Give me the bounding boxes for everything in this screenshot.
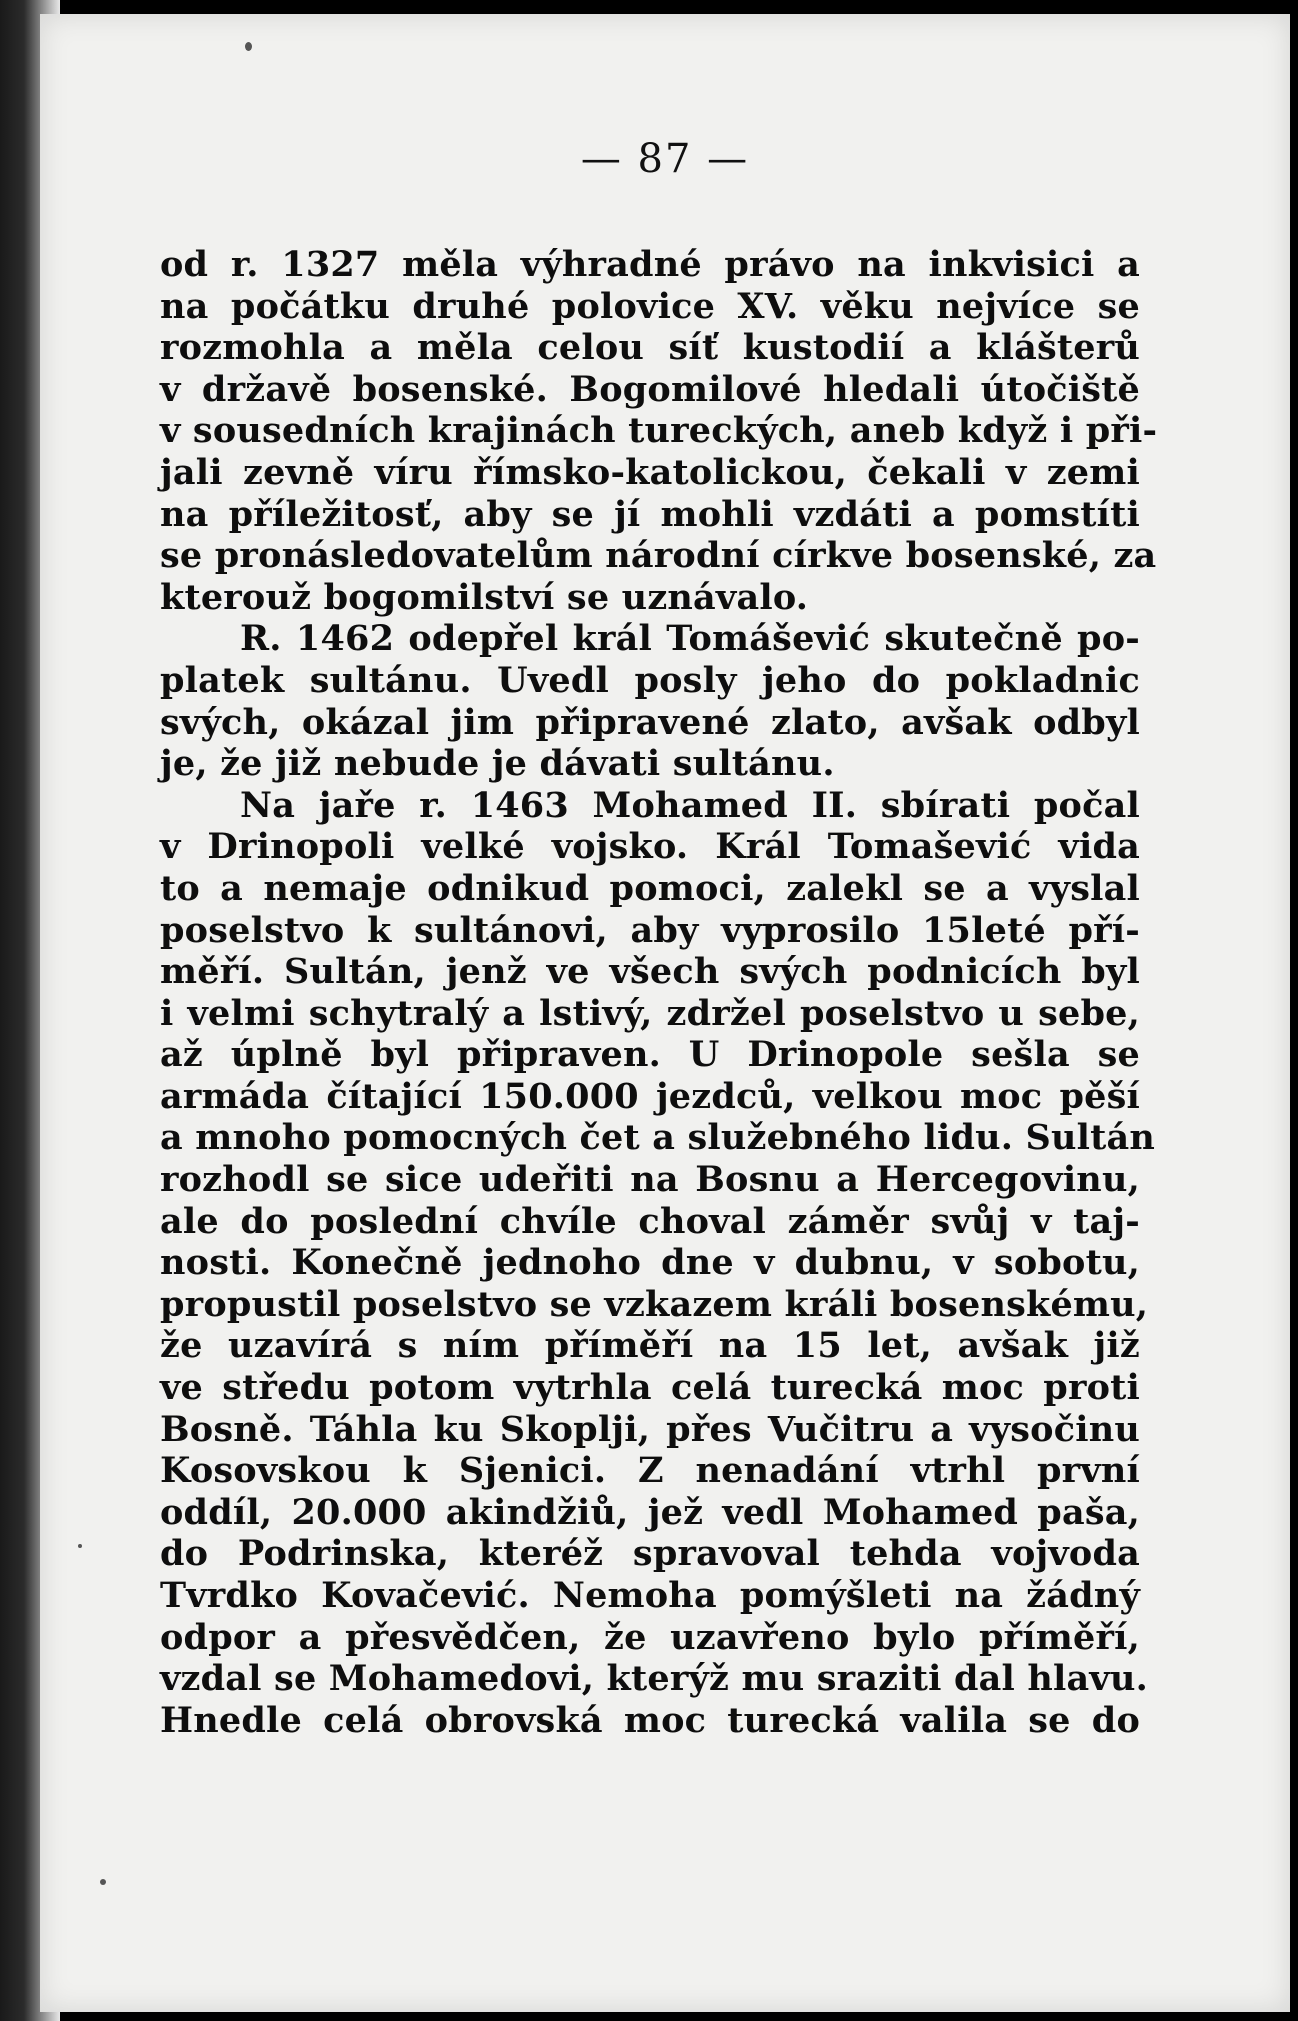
- text-line: že uzavírá s ním příměří na 15 let, avšak již: [160, 1325, 1140, 1367]
- text-line: armáda čítající 150.000 jezdců, velkou moc pěší: [160, 1075, 1140, 1117]
- text-line: v Drinopoli velké vojsko. Král Tomašević vida: [160, 826, 1140, 868]
- text-line: nosti. Konečně jednoho dne v dubnu, v sobotu,: [160, 1242, 1140, 1284]
- text-line: kterouž bogomilství se uznávalo.: [160, 576, 809, 618]
- text-line: je, že již nebude je dávati sultánu.: [160, 743, 835, 785]
- text-line: jali zevně víru římsko-katolickou, čekali v zemi: [160, 451, 1140, 493]
- text-line: platek sultánu. Uvedl posly jeho do pokladnic: [160, 659, 1140, 701]
- text-line: rozhodl se sice udeřiti na Bosnu a Hercegovinu,: [160, 1159, 1140, 1201]
- text-line: ve středu potom vytrhla celá turecká moc proti: [160, 1367, 1140, 1409]
- text-line: se pronásledovatelům národní církve bosenské, za: [160, 535, 1157, 577]
- text-line: v sousedních krajinách tureckých, aneb když i při-: [160, 410, 1158, 452]
- body-text: [160, 244, 1158, 1741]
- text-line: odpor a přesvědčen, že uzavřeno bylo příměří,: [160, 1616, 1140, 1658]
- print-speck: [78, 1544, 82, 1548]
- text-line: Tvrdko Kovačević. Nemoha pomýšleti na žádný: [160, 1575, 1140, 1616]
- text-line: a mnoho pomocných čet a služebného lidu. Sultán: [160, 1117, 1156, 1159]
- print-speck: [245, 42, 252, 51]
- text-line: vzdal se Mohamedovi, kterýž mu sraziti dal hlavu.: [160, 1658, 1148, 1700]
- text-line: oddíl, 20.000 akindžiů, jež vedl Mohamed paša,: [160, 1491, 1140, 1533]
- text-line: poselstvo k sultánovi, aby vyprosilo 15leté pří-: [160, 909, 1140, 951]
- text-line: Bosně. Táhla ku Skoplji, přes Vučitru a vysočinu: [160, 1408, 1140, 1450]
- text-line: to a nemaje odnikud pomoci, zalekl se a vyslal: [160, 867, 1140, 909]
- print-speck: [100, 1879, 106, 1885]
- text-line: na příležitosť, aby se jí mohli vzdáti a pomstíti: [160, 493, 1140, 535]
- text-line: měří. Sultán, jenž ve všech svých podnicích byl: [160, 951, 1140, 993]
- text-line: svých, okázal jim připravené zlato, avšak odbyl: [160, 701, 1140, 743]
- text-line: i velmi schytralý a lstivý, zdržel poselstvo u sebe,: [160, 992, 1140, 1034]
- book-page: [40, 14, 1290, 2012]
- text-line: ale do poslední chvíle choval záměr svůj v taj-: [160, 1200, 1140, 1242]
- text-line: až úplně byl připraven. U Drinopole sešla se: [160, 1034, 1140, 1076]
- text-line: Hnedle celá obrovská moc turecká valila se do: [160, 1699, 1140, 1741]
- text-line: v državě bosenské. Bogomilové hledali útočiště: [160, 368, 1140, 410]
- text-line: Kosovskou k Sjenici. Z nenadání vtrhl první: [160, 1450, 1140, 1492]
- text-line: propustil poselstvo se vzkazem králi bosenskému,: [160, 1283, 1149, 1325]
- text-line: rozmohla a měla celou síť kustodií a klášterů: [160, 327, 1140, 369]
- text-line: do Podrinska, kteréž spravoval tehda vojvoda: [160, 1533, 1140, 1575]
- text-line: od r. 1327 měla výhradné právo na inkvisici a: [160, 244, 1140, 285]
- text-line: na počátku druhé polovice XV. věku nejvíce se: [160, 285, 1140, 327]
- page-number: — 87 —: [580, 136, 750, 182]
- text-line: R. 1462 odepřel král Tomášević skutečně po-: [240, 618, 1140, 660]
- text-line: Na jaře r. 1463 Mohamed II. sbírati počal: [240, 784, 1140, 826]
